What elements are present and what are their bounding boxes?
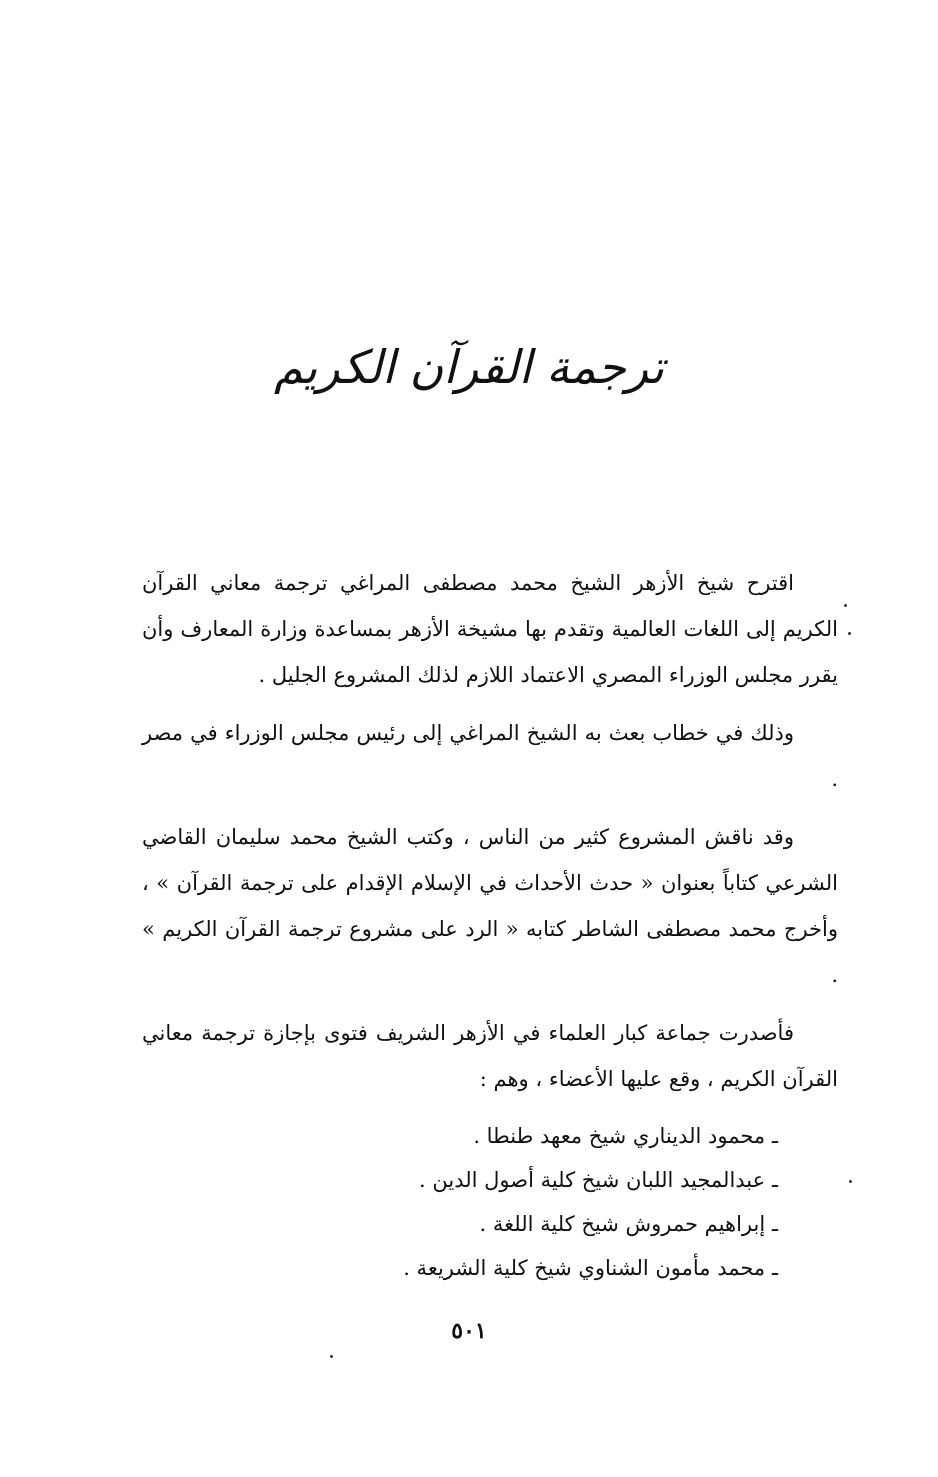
body-text bbox=[142, 560, 838, 1290]
members-list bbox=[142, 1114, 838, 1290]
scan-speck bbox=[330, 1355, 333, 1358]
list-item: ـ محمد مأمون الشناوي شيخ كلية الشريعة . bbox=[403, 1256, 778, 1280]
page-number: ٥٠١ bbox=[451, 1318, 487, 1344]
list-item: ـ إبراهيم حمروش شيخ كلية اللغة . bbox=[479, 1212, 778, 1236]
scan-speck bbox=[849, 1180, 852, 1183]
paragraph-3: وقد ناقش المشروع كثير من الناس ، وكتب الشيخ محمد سليمان القاضي الشرعي كتاباً بعنوان « حدث الأحداث في الإسلام الإقدام على ترجمة القرآن » ، وأخرج محمد مصطفى الشاطر كتابه « الرد على مشروع ترجمة القرآن الكريم » . bbox=[142, 825, 838, 987]
list-item: ـ محمود الديناري شيخ معهد طنطا . bbox=[473, 1124, 778, 1148]
page-title: ترجمة القرآن الكريم bbox=[273, 340, 665, 394]
paragraph-1: اقترح شيخ الأزهر الشيخ محمد مصطفى المراغي ترجمة معاني القرآن الكريم إلى اللغات العالمية وتقدم بها مشيخة الأزهر بمساعدة وزارة المعارف وأن يقرر مجلس الوزراء المصري الاعتماد اللازم لذلك المشروع الجليل . bbox=[142, 571, 838, 687]
list-item: ـ عبدالمجيد اللبان شيخ كلية أصول الدين . bbox=[419, 1168, 778, 1192]
scan-speck bbox=[844, 604, 847, 607]
paragraph-2: وذلك في خطاب بعث به الشيخ المراغي إلى رئيس مجلس الوزراء في مصر . bbox=[142, 721, 838, 791]
scan-speck bbox=[848, 632, 851, 635]
paragraph-4: فأصدرت جماعة كبار العلماء في الأزهر الشريف فتوى بإجازة ترجمة معاني القرآن الكريم ، وقع عليها الأعضاء ، وهم : bbox=[142, 1021, 838, 1091]
